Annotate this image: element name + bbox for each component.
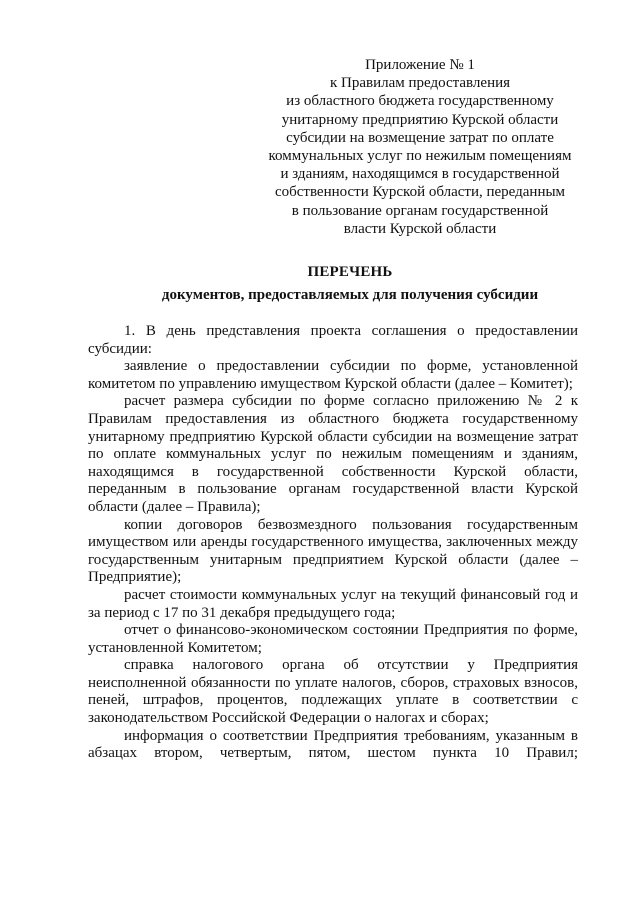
document-body <box>88 323 578 763</box>
annex-line: субсидии на возмещение затрат по оплате <box>286 129 554 146</box>
paragraph: отчет о финансово-экономическом состоянии Предприятия по форме, установленной Комитетом; <box>88 622 578 656</box>
annex-line: власти Курской области <box>343 220 497 237</box>
annex-line: к Правилам предоставления <box>329 75 511 92</box>
paragraph: расчет стоимости коммунальных услуг на текущий финансовый год и за период с 17 по 31 декабря предыдущего года; <box>88 586 578 621</box>
annex-line: из областного бюджета государственному <box>286 93 554 110</box>
paragraph: информация о соответствии Предприятия требованиям, указанным в абзацах втором, четвертым, пятом, шестом пункта 10 Правил; <box>88 727 578 762</box>
paragraph: копии договоров безвозмездного пользования государственным имуществом или аренды государственного имущества, заключенных между государственным унитарным предприятием Курской области (далее – Предприятие); <box>88 516 578 586</box>
annex-line: унитарному предприятию Курской области <box>281 111 559 128</box>
annex-line: и зданиям, находящимся в государственной <box>280 166 560 183</box>
paragraph: справка налогового органа об отсутствии у Предприятия неисполненной обязанности по уплате налогов, сборов, страховых взносов, пеней, штрафов, процентов, подлежащих уплате в соответствии с законодательством Российской Федерации о налогах и сборах; <box>88 657 578 727</box>
annex-line: Приложение № 1 <box>365 57 475 73</box>
annex-line: в пользование органам государственной <box>291 202 549 219</box>
annex-line: коммунальных услуг по нежилым помещениям <box>268 148 572 165</box>
annex-header <box>255 56 585 238</box>
annex-line: собственности Курской области, переданным <box>274 184 566 201</box>
document-title: ПЕРЕЧЕНЬ <box>307 264 393 280</box>
paragraph: заявление о предоставлении субсидии по форме, установленной комитетом по управлению имуществом Курской области (далее – Комитет); <box>88 358 578 392</box>
paragraph: расчет размера субсидии по форме согласно приложению № 2 к Правилам предоставления из областного бюджета государственному унитарному предприятию Курской области субсидии на возмещение затрат по оплате коммунальных услуг по нежилым помещениям и зданиям, находящимся в государственной собственности Курской области, переданным в пользование органам государственной власти Курской области (далее – Правила); <box>88 393 578 515</box>
paragraph: 1. В день представления проекта соглашения о предоставлении субсидии: <box>88 323 578 357</box>
document-subtitle: документов, предоставляемых для получения субсидии <box>161 287 539 303</box>
